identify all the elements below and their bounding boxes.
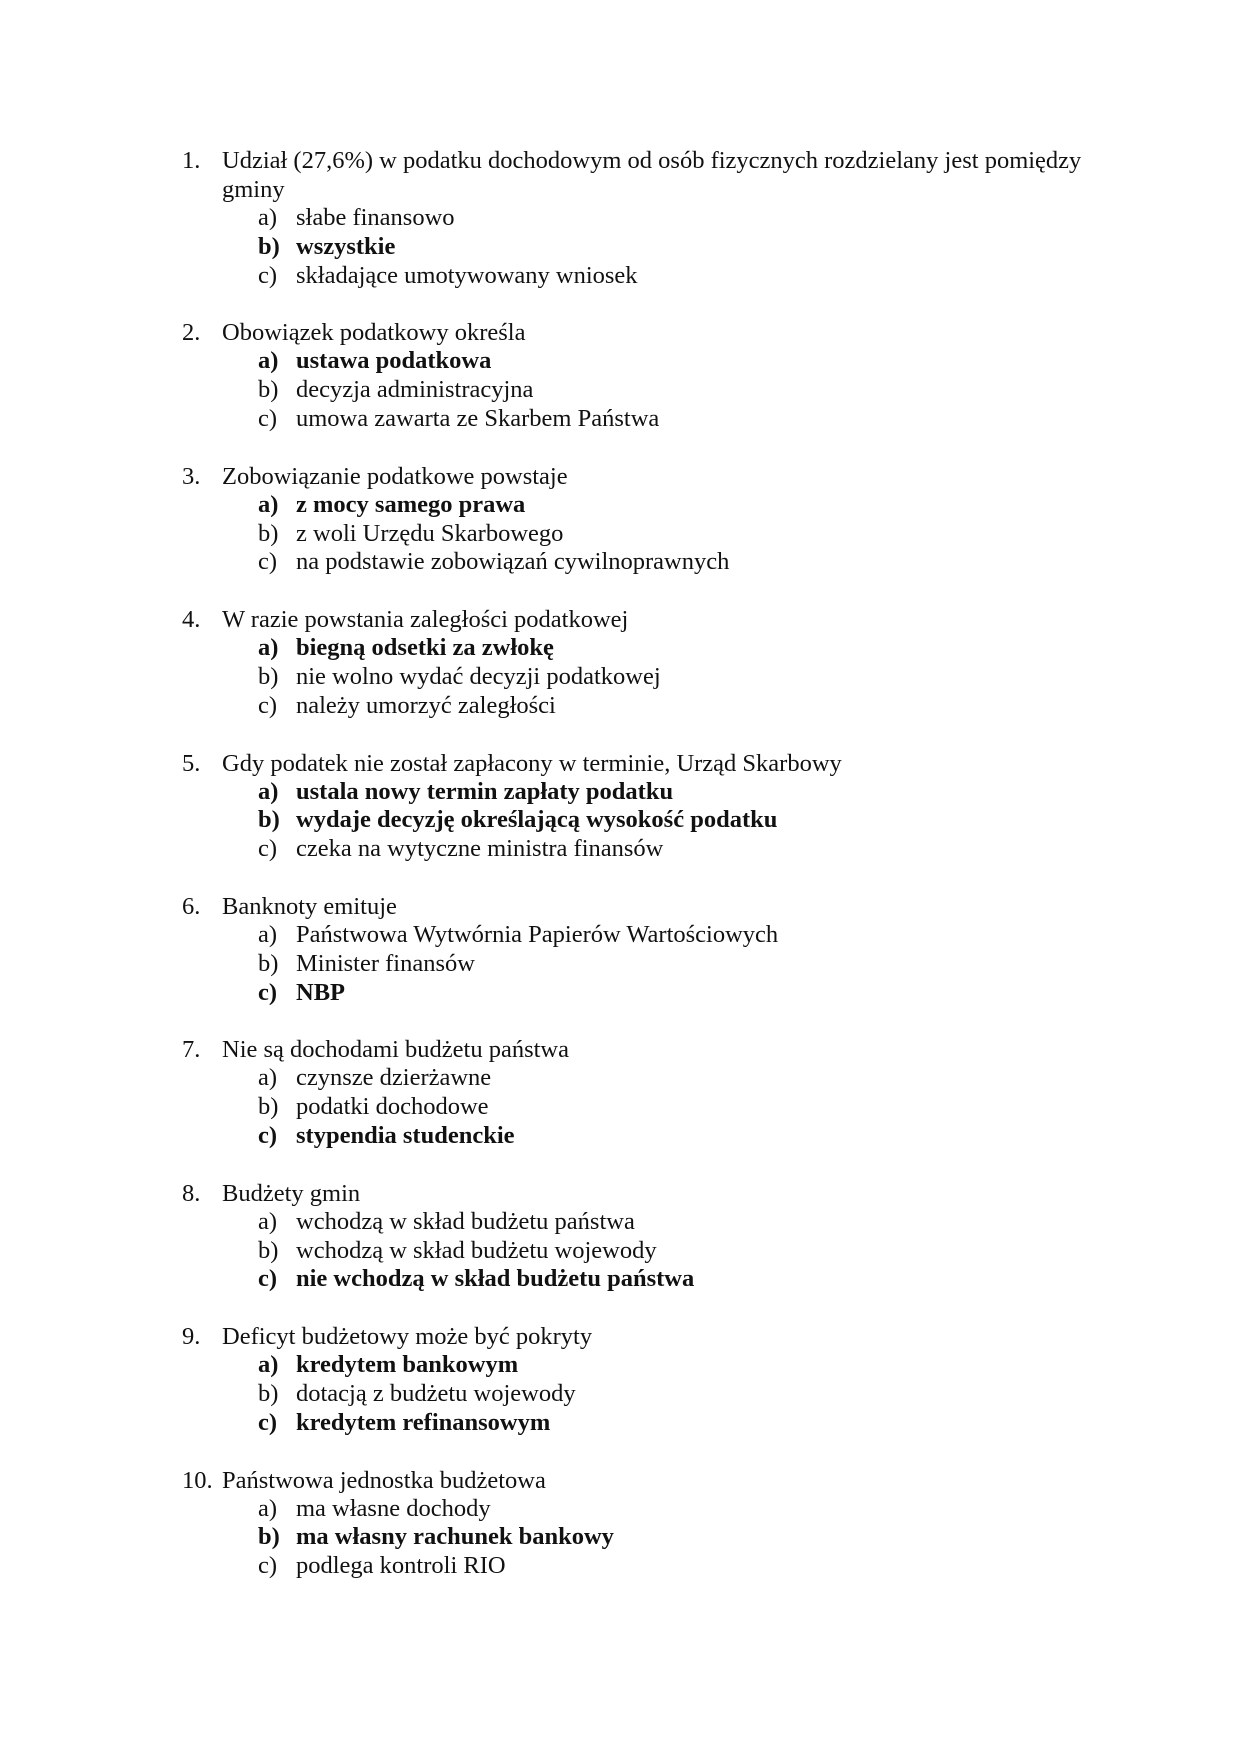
answer-option-correct (182, 1523, 1082, 1552)
option-letter: b) (258, 949, 279, 977)
option-text: z woli Urzędu Skarbowego (296, 519, 564, 547)
question-number: 7. (182, 1036, 201, 1064)
option-text: czeka na wytyczne ministra finansów (296, 835, 664, 863)
answer-option-correct (182, 1351, 1082, 1380)
question-text: Nie są dochodami budżetu państwa (222, 1036, 569, 1064)
option-text: nie wchodzą w skład budżetu państwa (296, 1265, 695, 1293)
answer-options (182, 1208, 1082, 1294)
question-6 (182, 892, 1082, 1007)
option-text: wchodzą w skład budżetu wojewody (296, 1236, 657, 1264)
answer-option (182, 1208, 1082, 1237)
question-text: Budżety gmin (222, 1179, 361, 1207)
option-text: wchodzą w skład budżetu państwa (296, 1207, 635, 1235)
option-letter: c) (258, 978, 278, 1006)
question-text: Gdy podatek nie został zapłacony w terminie, Urząd Skarbowy (222, 749, 842, 777)
question-line (182, 749, 1082, 778)
option-text: ustala nowy termin zapłaty podatku (296, 777, 674, 805)
answer-option (182, 1064, 1082, 1093)
answer-option (182, 520, 1082, 549)
option-letter: b) (258, 376, 279, 404)
option-text: wszystkie (296, 232, 396, 260)
option-letter: c) (258, 1265, 278, 1293)
question-number: 3. (182, 462, 201, 490)
question-number: 5. (182, 749, 201, 777)
question-text: Udział (27,6%) w podatku dochodowym od osób fizycznych rozdzielany jest pomiędzy gminy (222, 147, 1082, 203)
option-letter: b) (258, 232, 280, 260)
option-letter: b) (258, 1523, 280, 1551)
option-text: słabe finansowo (296, 204, 455, 231)
option-text: podlega kontroli RIO (296, 1552, 506, 1580)
question-line (182, 462, 1082, 491)
answer-option (182, 1237, 1082, 1266)
option-letter: a) (258, 920, 278, 948)
answer-options (182, 921, 1082, 1007)
option-text: ustawa podatkowa (296, 347, 492, 375)
question-list (182, 146, 1082, 1609)
question-line (182, 146, 1082, 204)
option-text: Państwowa Wytwórnia Papierów Wartościowych (296, 920, 779, 948)
answer-option-correct (182, 233, 1082, 262)
answer-option (182, 1495, 1082, 1524)
question-line (182, 1466, 1082, 1495)
question-text: Banknoty emituje (222, 892, 397, 920)
answer-option (182, 376, 1082, 405)
question-number: 6. (182, 892, 201, 920)
option-text: z mocy samego prawa (296, 490, 526, 518)
answer-option (182, 835, 1082, 864)
option-letter: a) (258, 347, 279, 375)
option-text: na podstawie zobowiązań cywilnoprawnych (296, 548, 730, 576)
answer-options (182, 204, 1082, 290)
answer-options (182, 491, 1082, 577)
option-letter: b) (258, 1093, 279, 1121)
question-number: 10. (182, 1466, 213, 1494)
question-line (182, 605, 1082, 634)
option-letter: c) (258, 1121, 278, 1149)
answer-option-correct (182, 491, 1082, 520)
answer-option-correct (182, 778, 1082, 807)
option-letter: a) (258, 777, 279, 805)
answer-option-correct (182, 634, 1082, 663)
question-3 (182, 462, 1082, 577)
option-text: decyzja administracyjna (296, 376, 534, 404)
question-text: Obowiązek podatkowy określa (222, 319, 526, 347)
answer-options (182, 347, 1082, 433)
option-text: należy umorzyć zaległości (296, 691, 556, 719)
option-text: wydaje decyzję określającą wysokość podatku (296, 806, 778, 834)
option-letter: c) (258, 691, 278, 719)
answer-option (182, 1380, 1082, 1409)
answer-option (182, 204, 1082, 233)
answer-options (182, 1351, 1082, 1437)
answer-options (182, 634, 1082, 720)
answer-option-correct (182, 1265, 1082, 1294)
option-text: dotacją z budżetu wojewody (296, 1379, 576, 1407)
option-text: Minister finansów (296, 949, 475, 977)
answer-option-correct (182, 1409, 1082, 1438)
option-letter: a) (258, 1207, 278, 1235)
option-text: składające umotywowany wniosek (296, 261, 638, 289)
option-letter: c) (258, 261, 278, 289)
option-letter: c) (258, 548, 278, 576)
option-letter: a) (258, 1351, 279, 1379)
answer-option-correct (182, 347, 1082, 376)
option-text: biegną odsetki za zwłokę (296, 634, 554, 662)
option-letter: a) (258, 204, 278, 231)
answer-option (182, 921, 1082, 950)
option-letter: a) (258, 634, 279, 662)
option-text: ma własne dochody (296, 1494, 491, 1522)
answer-option (182, 1093, 1082, 1122)
question-10 (182, 1466, 1082, 1581)
option-text: ma własny rachunek bankowy (296, 1523, 614, 1551)
option-letter: c) (258, 404, 278, 432)
option-letter: b) (258, 519, 279, 547)
question-number: 4. (182, 606, 201, 634)
answer-option (182, 1552, 1082, 1581)
option-letter: b) (258, 1236, 279, 1264)
option-letter: b) (258, 662, 279, 690)
question-number: 9. (182, 1323, 201, 1351)
option-letter: a) (258, 490, 279, 518)
answer-option (182, 663, 1082, 692)
option-text: kredytem bankowym (296, 1351, 519, 1379)
option-letter: c) (258, 835, 278, 863)
answer-options (182, 1495, 1082, 1581)
question-4 (182, 605, 1082, 720)
question-1 (182, 146, 1082, 290)
question-line (182, 892, 1082, 921)
option-letter: c) (258, 1408, 278, 1436)
question-number: 2. (182, 319, 201, 347)
question-text: Deficyt budżetowy może być pokryty (222, 1323, 593, 1351)
question-text: W razie powstania zaległości podatkowej (222, 606, 629, 634)
option-text: czynsze dzierżawne (296, 1064, 492, 1092)
option-letter: c) (258, 1552, 278, 1580)
option-letter: b) (258, 1379, 279, 1407)
option-text: umowa zawarta ze Skarbem Państwa (296, 404, 660, 432)
question-number: 8. (182, 1179, 201, 1207)
answer-option (182, 405, 1082, 434)
option-text: stypendia studenckie (296, 1121, 515, 1149)
question-2 (182, 318, 1082, 433)
answer-options (182, 778, 1082, 864)
answer-option (182, 692, 1082, 721)
question-9 (182, 1322, 1082, 1437)
answer-option-correct (182, 806, 1082, 835)
question-line (182, 1322, 1082, 1351)
answer-option-correct (182, 1122, 1082, 1151)
question-number: 1. (182, 147, 201, 174)
answer-option (182, 950, 1082, 979)
option-text: kredytem refinansowym (296, 1408, 551, 1436)
question-text: Zobowiązanie podatkowe powstaje (222, 462, 568, 490)
option-text: nie wolno wydać decyzji podatkowej (296, 662, 661, 690)
answer-option-correct (182, 979, 1082, 1008)
option-text: podatki dochodowe (296, 1093, 489, 1121)
answer-options (182, 1064, 1082, 1150)
question-text: Państwowa jednostka budżetowa (222, 1466, 546, 1494)
question-line (182, 1035, 1082, 1064)
answer-option (182, 262, 1082, 291)
question-5 (182, 749, 1082, 864)
question-8 (182, 1179, 1082, 1294)
option-letter: b) (258, 806, 280, 834)
question-line (182, 318, 1082, 347)
option-text: NBP (296, 978, 345, 1006)
question-7 (182, 1035, 1082, 1150)
answer-option (182, 548, 1082, 577)
option-letter: a) (258, 1494, 278, 1522)
question-line (182, 1179, 1082, 1208)
option-letter: a) (258, 1064, 278, 1092)
